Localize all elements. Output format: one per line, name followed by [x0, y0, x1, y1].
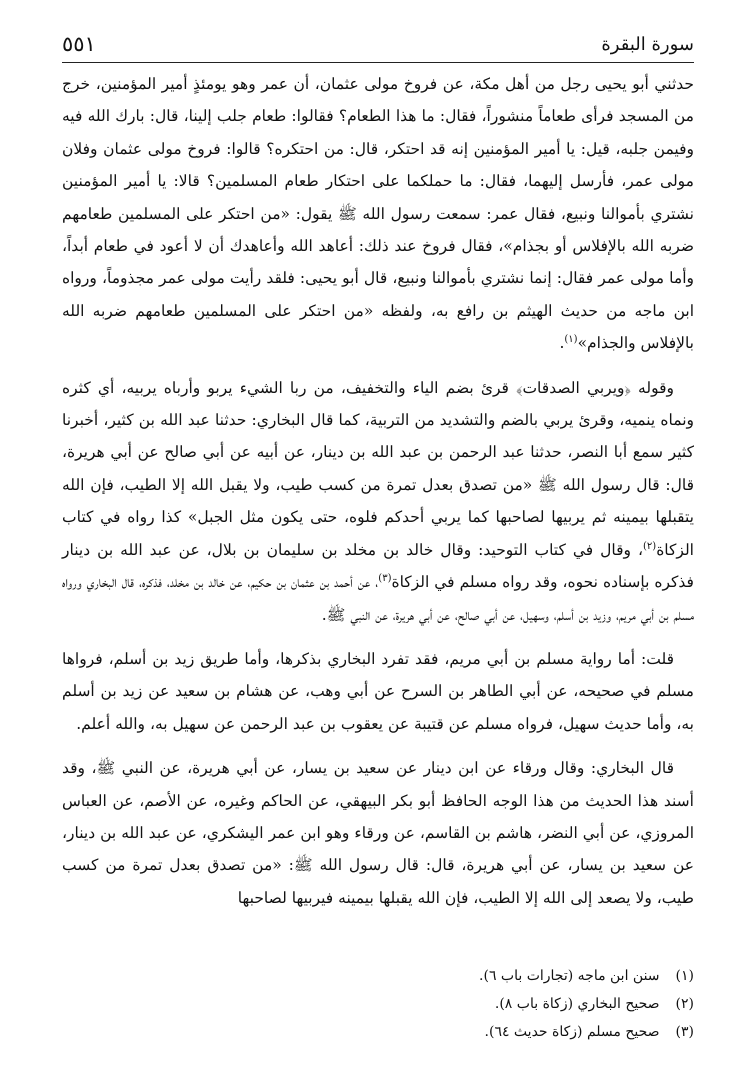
text-line: عبد الله بن دينار، عن سعيد بن يسار، عن أبي هريرة، قال: قال رسول الله ﷺ: «من تصدق: [62, 823, 694, 875]
text-line: احتكر على المسلمين طعامهم ضربه الله بالإفلاس أو بجذام»، فقال فروخ عند ذلك: أعاهد الله: [62, 204, 694, 256]
text-line: ، وقال في كتاب التوحيد: وقال خالد بن مخلد بن: [321, 540, 643, 559]
text-line: «من احتكر على المسلمين طعامهم ضربه الله بالإفلاس والجذام»: [62, 301, 694, 353]
paragraph-hadith-ihtikar: حدثني أبو يحيى رجل من أهل مكة، عن فروخ مولى عثمان، أن عمر وهو يومئذٍ أمير المؤمنين، خرج من المسجد فرأى طعاماً منشوراً، فقال: ما هذا الطعام؟ فقالوا: طعام جلب إلينا، قال: بارك الله فيه وفيمن جلبه، قيل: يا أمير المؤمنين إنه قد احتكر، قال: من احتكره؟ قالوا: فروخ مولى عثمان وفلان مولى عمر، فأرسل إليهما، فقال: ما حملكما على احتكار طعام المسلمين؟ قالا: يا أمير المؤمنين نشتري بأموالنا ونبيع، فقال عمر: سمعت رسول الله ﷺ يقول: «من احتكر على المسلمين طعامهم ضربه الله بالإفلاس أو بجذام»، فقال فروخ عند ذلك: أعاهد الله وأعاهدك أن لا أعود في طعام أبداً، وأما مولى عمر فقال: إنما نشتري بأموالنا ونبيع، قال أبو يحيى: فلقد رأيت مولى عمر مجذوماً، ورواه ابن ماجه من حديث الهيثم بن رافع به، ولفظه «من احتكر على المسلمين طعامهم ضربه الله بالإفلاس والجذام»$^{(١)}$.: [62, 75, 694, 353]
text-line: قال البخاري: وقال ورقاء عن ابن دينار عن سعيد بن يسار، عن أبي هريرة، عن النبي ﷺ،: [91, 759, 674, 778]
text-line: كثره ونماه ينميه، وقرئ يربي بالضم والتشديد من التربية، كما قال البخاري: حدثنا عبد الله بن: [62, 378, 694, 430]
text-line: يحيى: فلقد رأيت مولى عمر مجذوماً، ورواه ابن ماجه من حديث الهيثم بن رافع به، ولفظه: [62, 269, 694, 320]
surah-title: سورة البقرة: [601, 34, 694, 55]
text-line: مريم، وزيد بن أسلم، وسهيل، عن أبي صالح، عن أبي هريرة، عن النبي ﷺ.: [321, 605, 636, 624]
text-line: وقوله ﴿ويربي الصدقات﴾ قرئ بضم الياء والتخفيف، من ربا الشيء يربو وأرباه يربيه، أي: [97, 378, 674, 397]
text-line: قلت: أما رواية مسلم بن أبي مريم، فقد تفرد البخاري بذكرها، وأما طريق زيد بن أسلم،: [108, 649, 674, 668]
text-line: زيد بن أسلم به، وأما حديث سهيل، فرواه مسلم عن قتيبة عن يعقوب بن عبد الرحمن عن: [62, 682, 694, 733]
text-line: وأعاهدك أن لا أعود في طعام أبداً، وأما مولى عمر فقال: إنما نشتري بأموالنا ونبيع، قال أبو: [62, 237, 694, 288]
footnote-item: (٣) صحيح مسلم (زكاة حديث ٦٤).: [484, 1024, 694, 1040]
page-header: [62, 28, 694, 63]
text-line: خرج من المسجد فرأى طعاماً منشوراً، فقال: ما هذا الطعام؟ فقالوا: طعام جلب إلينا، قال:: [62, 75, 694, 126]
paragraph-yurbi-sadaqat: [62, 372, 694, 631]
text-line: أحمد بن عثمان بن حكيم، عن خالد بن مخلد، فذكره، قال البخاري ورواه مسلم بن أبي: [62, 573, 694, 624]
footnotes: [479, 962, 694, 1046]
text-line: قالا: يا أمير المؤمنين نشتري بأموالنا ونبيع، فقال عمر: سمعت رسول الله ﷺ يقول: «من: [62, 172, 694, 223]
text-line: بارك الله فيه وفيمن جلبه، قيل: يا أمير المؤمنين إنه قد احتكر، قال: من احتكره؟ قالوا: فروخ: [62, 107, 694, 158]
text-line: وقد أسند هذا الحديث من هذا الوجه الحافظ أبو بكر البيهقي، عن الحاكم وغيره، عن الأصم،: [62, 759, 694, 810]
paragraph-bukhari-warqa: [62, 752, 694, 914]
text-line: صالح عن أبي هريرة، قال: قال رسول الله ﷺ «من تصدق بعدل تمرة من كسب طيب،: [62, 443, 694, 494]
text-line: كثير، أخبرنا كثير سمع أبا النصر، حدثنا عبد الرحمن بن عبد الله بن دينار، عن أبيه عن أبي: [62, 411, 694, 462]
text-line: بعدل تمرة من كسب طيب، ولا يصعد إلى الله إلا الطيب، فإن الله يقبلها بيمينه فيربيها لصاحبها: [62, 856, 694, 907]
footnote-marker: (١): [564, 334, 578, 346]
footnote-item: (٢) صحيح البخاري (زكاة باب ٨).: [494, 996, 694, 1012]
text-line: سليمان بن بلال، عن عبد الله بن دينار فذكره بإسناده نحوه، وقد رواه مسلم في الزكاة: [62, 540, 694, 592]
main-text: [62, 68, 694, 914]
text-line: فرواها مسلم في صحيحه، عن أبي الطاهر بن السرح عن أبي وهب، عن هشام بن سعيد عن: [62, 649, 694, 701]
footnote-item: (١) سنن ابن ماجه (تجارات باب ٦).: [479, 968, 694, 984]
text-line: حدثني أبو يحيى رجل من أهل مكة، عن فروخ مولى عثمان، أن عمر وهو يومئذٍ أمير المؤمنين،: [95, 75, 694, 93]
text-line: مولى عثمان وفلان مولى عمر، فأرسل إليهما، فقال: ما حملكما على احتكار طعام المسلمين؟: [62, 139, 694, 191]
footnote-marker: (٣): [378, 572, 392, 584]
text-line: سهيل به، والله أعلم.: [76, 714, 210, 733]
text-line: ولا يقبل الله إلا الطيب، فإن الله يتقبلها بيمينه ثم يربيها لصاحبها كما يربي أحدكم فلوه، حتى: [62, 475, 694, 527]
text-line: يكون مثل الجبل» كذا رواه في كتاب الزكاة: [62, 508, 694, 559]
footnote-marker: (٢): [643, 540, 657, 552]
paragraph-qultu: [62, 643, 694, 740]
text-line: عن العباس المروزي، عن أبي النضر، هاشم بن القاسم، عن ورقاء وهو ابن عمر اليشكري، عن: [62, 791, 694, 842]
text-line: ، عن: [357, 573, 379, 592]
page-number: ٥٥١: [62, 32, 96, 56]
